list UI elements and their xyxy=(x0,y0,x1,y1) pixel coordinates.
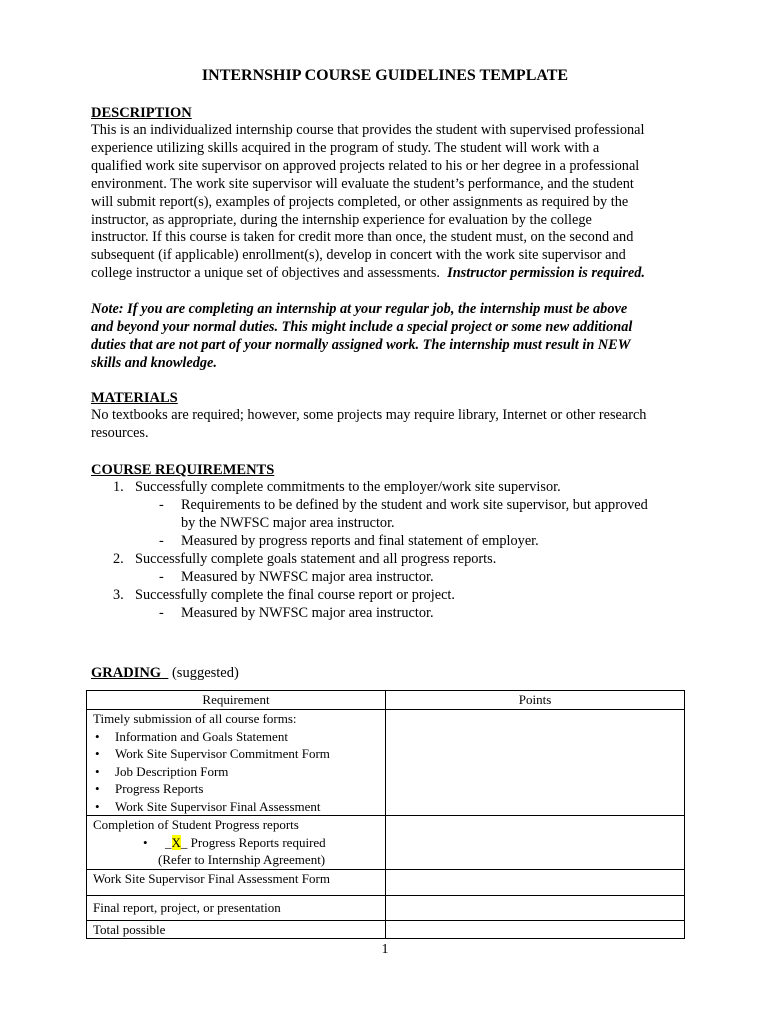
requirement-cell: Work Site Supervisor Final Assessment Form xyxy=(87,869,386,895)
subitem-line: Requirements to be defined by the student and work site supervisor, but approved xyxy=(181,497,648,513)
description-line: This is an individualized internship course that provides the student with supervised professional xyxy=(91,122,645,138)
subitem-dash: - xyxy=(159,605,164,621)
description-line: instructor. If this course is taken for credit more than once, the student must, on the second and xyxy=(91,229,634,246)
bullet-icon: • xyxy=(143,834,148,850)
subitem-text xyxy=(181,569,681,587)
requirement-cell: Total possible xyxy=(87,920,386,939)
subitem-line: Measured by NWFSC major area instructor. xyxy=(181,569,434,585)
progress-reports-line: • _X_ Progress Reports required xyxy=(143,834,326,850)
requirement-number: 1. xyxy=(113,479,124,495)
column-header-requirement: Requirement xyxy=(87,691,386,710)
points-cell[interactable] xyxy=(386,816,685,870)
note-line: and beyond your normal duties. This might include a special project or some new additional xyxy=(91,318,633,335)
subitem-line: Measured by progress reports and final statement of employer. xyxy=(181,533,539,549)
points-cell[interactable] xyxy=(386,869,685,895)
note-line: duties that are not part of your normally assigned work. The internship must result in NEW xyxy=(91,336,631,353)
subitem-text xyxy=(181,497,681,533)
subitem-text xyxy=(181,605,681,623)
progress-count-mark[interactable]: X xyxy=(171,834,181,850)
list-item: • Work Site Supervisor Commitment Form xyxy=(93,745,379,763)
requirement-number: 3. xyxy=(113,587,124,603)
points-cell[interactable] xyxy=(386,710,685,816)
requirement-cell: Final report, project, or presentation xyxy=(87,895,386,920)
description-line: instructor, as appropriate, during the internship experience for evaluation by the college xyxy=(91,211,592,228)
description-line: qualified work site supervisor on approved projects related to his or her degree in a professional xyxy=(91,157,640,174)
permission-required-text: Instructor permission is required. xyxy=(447,265,645,282)
requirement-text: Successfully complete the final course report or project. xyxy=(135,587,455,603)
note-paragraph xyxy=(91,301,681,373)
course-requirements-heading: COURSE REQUIREMENTS xyxy=(91,462,275,478)
requirement-subitem xyxy=(159,605,699,623)
table-row xyxy=(87,895,685,920)
requirement-item xyxy=(113,551,496,569)
table-header-row xyxy=(87,691,685,710)
subitem-dash: - xyxy=(159,533,164,549)
list-item: • Information and Goals Statement xyxy=(93,728,379,746)
requirement-cell xyxy=(87,816,386,870)
description-line: environment. The work site supervisor will evaluate the student’s performance, and the student xyxy=(91,175,634,192)
row-intro: Timely submission of all course forms: xyxy=(93,711,297,726)
points-cell[interactable] xyxy=(386,920,685,939)
requirement-subitem xyxy=(159,497,699,533)
subitem-text xyxy=(181,533,681,551)
list-item: • Work Site Supervisor Final Assessment xyxy=(93,798,379,816)
subitem-line: Measured by NWFSC major area instructor. xyxy=(181,605,434,621)
row-intro: Completion of Student Progress reports xyxy=(93,817,299,832)
requirement-number: 2. xyxy=(113,551,124,567)
subitem-line: by the NWFSC major area instructor. xyxy=(181,514,395,531)
note-line: Note: If you are completing an internship at your regular job, the internship must be above xyxy=(91,301,628,317)
grading-heading-row xyxy=(91,664,239,682)
requirement-text: Successfully complete goals statement and all progress reports. xyxy=(135,551,497,567)
materials-line: No textbooks are required; however, some projects may require library, Internet or other research xyxy=(91,407,647,423)
grading-suffix: (suggested) xyxy=(168,665,239,681)
requirement-item xyxy=(113,479,561,497)
description-paragraph xyxy=(91,122,681,283)
agreement-reference: (Refer to Internship Agreement) xyxy=(158,852,326,867)
document-title: INTERNSHIP COURSE GUIDELINES TEMPLATE xyxy=(201,67,569,84)
materials-heading: MATERIALS xyxy=(91,390,178,406)
materials-line: resources. xyxy=(91,424,149,441)
note-line: skills and knowledge. xyxy=(91,354,217,371)
requirement-subitem xyxy=(159,569,699,587)
subitem-dash: - xyxy=(159,497,164,513)
grading-table xyxy=(86,690,685,939)
page-number: 1 xyxy=(381,942,389,957)
materials-paragraph xyxy=(91,407,681,443)
column-header-points: Points xyxy=(386,691,685,710)
description-heading: DESCRIPTION xyxy=(91,105,192,121)
table-row xyxy=(87,816,685,870)
description-line: experience utilizing skills acquired in the program of study. The student will work with a xyxy=(91,139,600,156)
list-item: • Progress Reports xyxy=(93,780,379,798)
description-line: subsequent (if applicable) enrollment(s), develop in concert with the work site supervisor and xyxy=(91,247,626,264)
description-last-text: college instructor a unique set of objectives and assessments. xyxy=(91,265,448,282)
requirement-item xyxy=(113,587,455,605)
list-item: • Job Description Form xyxy=(93,763,379,781)
table-row xyxy=(87,869,685,895)
description-line: will submit report(s), examples of projects completed, or other assignments as required by the xyxy=(91,193,629,210)
requirement-subitem xyxy=(159,533,699,551)
table-row xyxy=(87,710,685,816)
table-row xyxy=(87,920,685,939)
subitem-dash: - xyxy=(159,569,164,585)
forms-list xyxy=(93,728,379,816)
requirement-cell xyxy=(87,710,386,816)
requirement-text: Successfully complete commitments to the employer/work site supervisor. xyxy=(135,479,561,495)
description-line xyxy=(91,265,681,283)
grading-heading: GRADING xyxy=(91,665,162,681)
points-cell[interactable] xyxy=(386,895,685,920)
